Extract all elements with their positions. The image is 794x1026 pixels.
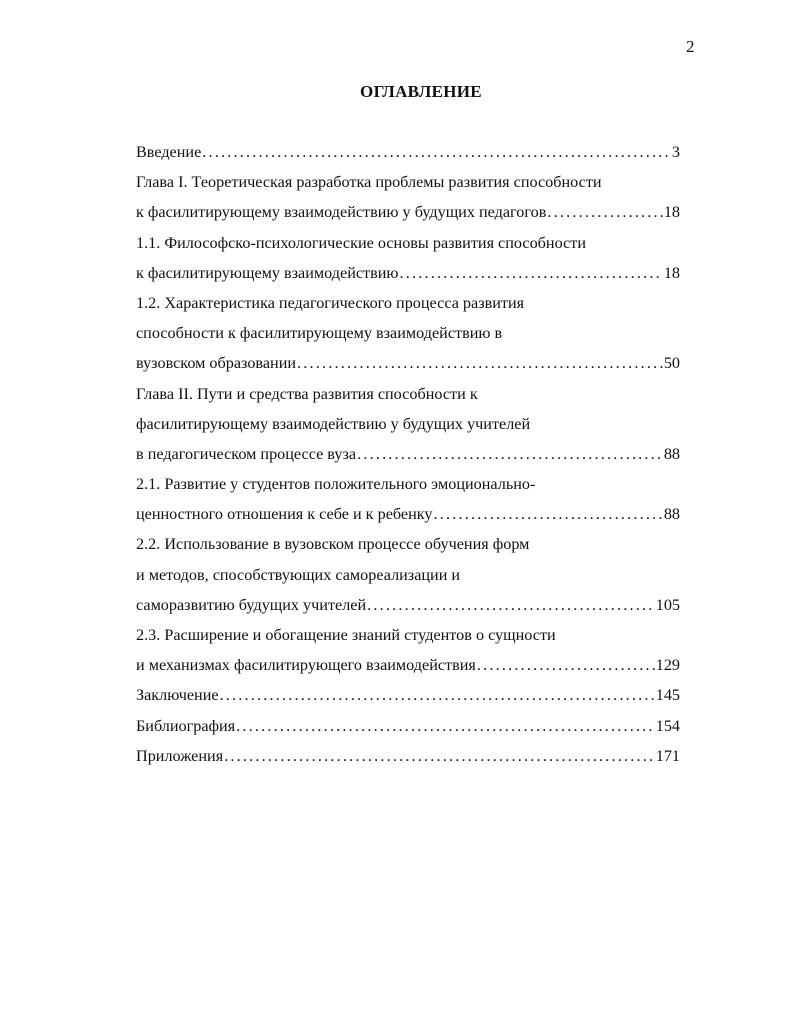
toc-entry-text: 2.2. Использование в вузовском процессе обучения форм: [136, 535, 530, 554]
dot-leader: [477, 650, 655, 680]
toc-entry-text: Заключение: [136, 686, 219, 705]
toc-entry-text: Библиография: [136, 716, 236, 735]
dot-leader: [220, 680, 655, 710]
toc-entry-text: Введение: [136, 143, 202, 161]
toc-entry: [136, 288, 680, 318]
toc-entry-page: 154: [655, 716, 680, 735]
toc-entry: [136, 711, 680, 741]
toc-entry-page: 3: [671, 143, 680, 161]
dot-leader: [357, 439, 663, 469]
toc-entry-page: 18: [663, 263, 680, 282]
toc-entry: [136, 167, 680, 197]
toc-entry: [136, 680, 680, 710]
toc-entry-page: 88: [663, 505, 680, 524]
dot-leader: [236, 711, 655, 741]
toc-entry: [136, 499, 680, 529]
toc-entry-text: к фасилитирующему взаимодействию у будущих педагогов: [136, 203, 547, 222]
toc-entry-text: и методов, способствующих самореализации и: [136, 565, 461, 584]
toc-entry: [136, 379, 680, 409]
toc-entry-text: способности к фасилитирующему взаимодействию в: [136, 324, 503, 343]
toc-entry-text: Глава II. Пути и средства развития способности к: [136, 384, 478, 403]
toc-entry: [136, 318, 680, 348]
toc-entry-page: 105: [655, 595, 680, 614]
dot-leader: [202, 137, 671, 167]
toc-entry: [136, 620, 680, 650]
toc-entry: [136, 469, 680, 499]
page-title: ОГЛАВЛЕНИЕ: [360, 82, 482, 101]
toc-entry: [136, 650, 680, 680]
dot-leader: [433, 499, 662, 529]
toc-entry-text: в педагогическом процессе вуза: [136, 444, 357, 463]
toc-entry: [136, 137, 680, 167]
table-of-contents: [136, 137, 680, 771]
dot-leader: [400, 258, 663, 288]
toc-entry-text: 1.2. Характеристика педагогического процесса развития: [136, 293, 525, 312]
dot-leader: [547, 197, 662, 227]
toc-entry: [136, 197, 680, 227]
toc-entry-page: 88: [663, 444, 680, 463]
toc-entry: [136, 439, 680, 469]
dot-leader: [224, 741, 655, 771]
toc-entry-page: 171: [655, 746, 680, 765]
toc-entry: [136, 409, 680, 439]
toc-entry: [136, 228, 680, 258]
toc-entry-text: вузовском образовании: [136, 354, 297, 373]
toc-entry-text: саморазвитию будущих учителей: [136, 595, 367, 614]
toc-entry: [136, 560, 680, 590]
page-number: 2: [686, 37, 695, 56]
toc-entry: [136, 529, 680, 559]
toc-entry-page: 50: [663, 354, 680, 373]
toc-entry: [136, 348, 680, 378]
toc-entry-page: 145: [655, 686, 680, 705]
toc-entry-page: 129: [655, 656, 680, 675]
toc-entry: [136, 590, 680, 620]
toc-entry: [136, 258, 680, 288]
toc-entry-text: Глава I. Теоретическая разработка проблемы развития способности: [136, 173, 602, 192]
toc-entry-text: 1.1. Философско-психологические основы развития способности: [136, 233, 587, 252]
dot-leader: [367, 590, 655, 620]
toc-entry-text: 2.3. Расширение и обогащение знаний студентов о сущности: [136, 626, 556, 644]
toc-entry-text: фасилитирующему взаимодействию у будущих учителей: [136, 414, 531, 433]
toc-entry-text: к фасилитирующему взаимодействию: [136, 263, 399, 282]
toc-entry-text: ценностного отношения к себе и к ребенку: [136, 505, 433, 524]
toc-entry-page: 18: [663, 203, 680, 222]
toc-entry-text: и механизмах фасилитирующего взаимодействия: [136, 656, 476, 675]
toc-entry-text: 2.1. Развитие у студентов положительного эмоционально-: [136, 475, 536, 494]
toc-entry: [136, 741, 680, 771]
toc-entry-text: Приложения: [136, 746, 224, 765]
dot-leader: [297, 348, 663, 378]
